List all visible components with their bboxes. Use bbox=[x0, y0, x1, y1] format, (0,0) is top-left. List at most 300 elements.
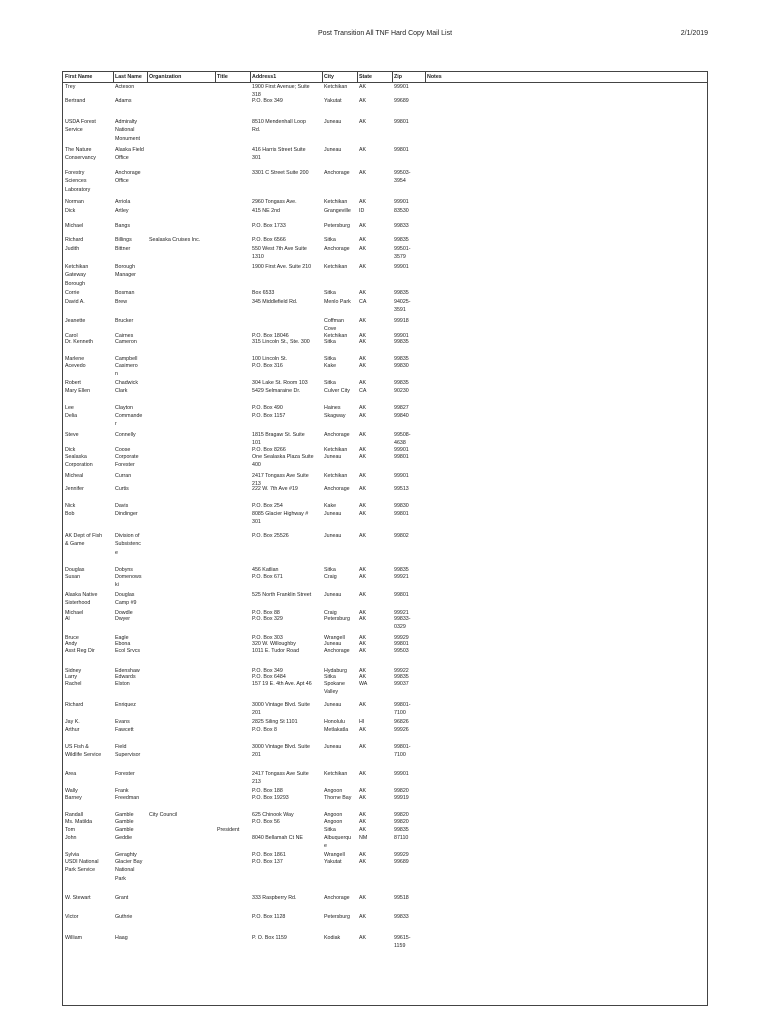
column-divider bbox=[425, 72, 426, 82]
cell-state: AK bbox=[359, 744, 367, 750]
cell-city: Juneau bbox=[324, 702, 342, 708]
cell-last-name: Cameron bbox=[115, 339, 137, 345]
cell-address1: 2825 Siling St 1101 bbox=[252, 719, 298, 725]
cell-city: Ketchikan bbox=[324, 771, 348, 777]
cell-last-name: Billings bbox=[115, 237, 132, 243]
cell-zip: 99689 bbox=[394, 859, 409, 865]
cell-city: Albuquerqu e bbox=[324, 835, 352, 850]
cell-city: Yakutat bbox=[324, 859, 342, 865]
cell-city: Ketchikan bbox=[324, 199, 348, 205]
cell-last-name: Clark bbox=[115, 388, 128, 394]
cell-city: Anchorage bbox=[324, 170, 350, 176]
cell-address1: 2960 Tongass Ave. bbox=[252, 199, 297, 205]
cell-address1: 333 Raspberry Rd. bbox=[252, 895, 297, 901]
cell-city: Sitka bbox=[324, 674, 336, 680]
cell-address1: P.O. Box 303 bbox=[252, 635, 283, 641]
cell-last-name: Brew bbox=[115, 299, 128, 305]
cell-zip: 99615- 1159 bbox=[394, 935, 411, 950]
cell-last-name: Domenows ki bbox=[115, 574, 142, 589]
cell-state: AK bbox=[359, 648, 367, 654]
cell-state: AK bbox=[359, 914, 367, 920]
cell-first-name: Jeanette bbox=[65, 318, 86, 324]
cell-state: AK bbox=[359, 264, 367, 270]
cell-address1: 157 19 E. 4th Ave. Apt 46 bbox=[252, 681, 312, 687]
cell-state: AK bbox=[359, 199, 367, 205]
cell-last-name: Coose bbox=[115, 447, 131, 453]
cell-address1: 1011 E. Tudor Road bbox=[252, 648, 300, 654]
cell-state: AK bbox=[359, 635, 367, 641]
cell-address1: P.O. Box 349 bbox=[252, 98, 283, 104]
cell-zip: 99503- 3954 bbox=[394, 170, 411, 185]
cell-city: Coffman Cove bbox=[324, 318, 344, 333]
cell-state: WA bbox=[359, 681, 368, 687]
cell-address1: P.O. Box 137 bbox=[252, 859, 283, 865]
cell-last-name: Bosman bbox=[115, 290, 135, 296]
cell-city: Juneau bbox=[324, 641, 342, 647]
cell-city: Kake bbox=[324, 503, 337, 509]
cell-zip: 99835 bbox=[394, 567, 409, 573]
cell-city: Sitka bbox=[324, 567, 336, 573]
cell-address1: P.O. Box 8266 bbox=[252, 447, 286, 453]
cell-zip: 99501- 3579 bbox=[394, 246, 411, 261]
cell-last-name: Curtis bbox=[115, 486, 129, 492]
cell-address1: P.O. Box 188 bbox=[252, 788, 283, 794]
cell-zip: 99820 bbox=[394, 819, 409, 825]
cell-zip: 90230 bbox=[394, 388, 409, 394]
cell-first-name: Richard bbox=[65, 237, 84, 243]
cell-last-name: Gamble bbox=[115, 827, 134, 833]
cell-last-name: Chadwick bbox=[115, 380, 138, 386]
cell-first-name: Judith bbox=[65, 246, 80, 252]
cell-last-name: Cairnes bbox=[115, 333, 134, 339]
cell-city: Ketchikan bbox=[324, 264, 348, 270]
cell-zip: 99820 bbox=[394, 812, 409, 818]
header-last-name: Last Name bbox=[115, 74, 142, 80]
cell-last-name: Ebona bbox=[115, 641, 131, 647]
cell-first-name: Sidney bbox=[65, 668, 82, 674]
cell-address1: P.O. Box 18046 bbox=[252, 333, 289, 339]
cell-city: Juneau bbox=[324, 744, 342, 750]
cell-last-name: Curran bbox=[115, 473, 132, 479]
cell-city: Anchorage bbox=[324, 895, 350, 901]
cell-address1: 315 Lincoln St., Ste. 300 bbox=[252, 339, 310, 345]
cell-city: Menlo Park bbox=[324, 299, 351, 305]
cell-first-name: Asst Reg Dir bbox=[65, 648, 95, 654]
cell-zip: 99037 bbox=[394, 681, 409, 687]
column-divider bbox=[392, 72, 393, 82]
header-organization: Organization bbox=[149, 74, 182, 80]
cell-first-name: Larry bbox=[65, 674, 78, 680]
cell-first-name: Michael bbox=[65, 223, 84, 229]
cell-city: Juneau bbox=[324, 119, 342, 125]
cell-city: Sitka bbox=[324, 237, 336, 243]
cell-first-name: Dr. Kenneth bbox=[65, 339, 93, 345]
cell-state: AK bbox=[359, 147, 367, 153]
cell-first-name: Richard bbox=[65, 702, 84, 708]
column-divider bbox=[215, 72, 216, 82]
header-first-name: First Name bbox=[65, 74, 93, 80]
cell-state: AK bbox=[359, 771, 367, 777]
cell-last-name: Division of Subsistenc e bbox=[115, 533, 141, 556]
cell-zip: 99929 bbox=[394, 852, 409, 858]
cell-first-name: Area bbox=[65, 771, 77, 777]
cell-last-name: Enriquez bbox=[115, 702, 136, 708]
cell-zip: 99801 bbox=[394, 511, 409, 517]
cell-last-name: Grant bbox=[115, 895, 129, 901]
cell-address1: 550 West 7th Ave Suite 1310 bbox=[252, 246, 307, 261]
cell-address1: P.O. Box 56 bbox=[252, 819, 280, 825]
cell-zip: 99919 bbox=[394, 795, 409, 801]
cell-last-name: Glacier Bay National Park bbox=[115, 859, 143, 882]
cell-first-name: Delia bbox=[65, 413, 78, 419]
cell-last-name: Adams bbox=[115, 98, 132, 104]
cell-last-name: Dwyer bbox=[115, 616, 131, 622]
header-title: Title bbox=[217, 74, 228, 80]
cell-zip: 94025- 3591 bbox=[394, 299, 411, 314]
cell-state: AK bbox=[359, 511, 367, 517]
cell-first-name: Al bbox=[65, 616, 70, 622]
cell-last-name: Acteson bbox=[115, 84, 135, 90]
cell-last-name: Frank bbox=[115, 788, 129, 794]
cell-first-name: Trey bbox=[65, 84, 76, 90]
cell-last-name: Commande r bbox=[115, 413, 143, 428]
cell-zip: 99835 bbox=[394, 674, 409, 680]
cell-state: NM bbox=[359, 835, 368, 841]
cell-city: Sitka bbox=[324, 339, 336, 345]
cell-address1: 304 Lake St. Room 103 bbox=[252, 380, 308, 386]
cell-state: AK bbox=[359, 363, 367, 369]
cell-last-name: Geddie bbox=[115, 835, 133, 841]
cell-last-name: Edwards bbox=[115, 674, 136, 680]
cell-address1: 3000 Vintage Blvd. Suite 201 bbox=[252, 744, 310, 759]
cell-city: Anchorage bbox=[324, 648, 350, 654]
cell-zip: 99802 bbox=[394, 533, 409, 539]
cell-address1: P. O. Box 1159 bbox=[252, 935, 287, 941]
cell-address1: 345 Middlefield Rd. bbox=[252, 299, 298, 305]
cell-state: AK bbox=[359, 119, 367, 125]
cell-zip: 99830 bbox=[394, 363, 409, 369]
cell-state: AK bbox=[359, 454, 367, 460]
cell-zip: 99830 bbox=[394, 503, 409, 509]
cell-city: Skagway bbox=[324, 413, 346, 419]
cell-state: AK bbox=[359, 574, 367, 580]
cell-address1: P.O. Box 1157 bbox=[252, 413, 286, 419]
cell-state: AK bbox=[359, 503, 367, 509]
cell-first-name: USDI National Park Service bbox=[65, 859, 99, 874]
cell-address1: 3000 Vintage Blvd. Suite 201 bbox=[252, 702, 310, 717]
cell-city: Sitka bbox=[324, 290, 336, 296]
cell-zip: 99921 bbox=[394, 574, 409, 580]
cell-last-name: Dobyns bbox=[115, 567, 133, 573]
cell-address1: P.O. Box 1128 bbox=[252, 914, 286, 920]
cell-zip: 99801 bbox=[394, 641, 409, 647]
cell-city: Petersburg bbox=[324, 914, 350, 920]
cell-first-name: Wally bbox=[65, 788, 78, 794]
cell-city: Juneau bbox=[324, 454, 342, 460]
cell-last-name: Corporate Forester bbox=[115, 454, 139, 469]
cell-first-name: Jennifer bbox=[65, 486, 84, 492]
cell-first-name: Steve bbox=[65, 432, 79, 438]
cell-first-name: William bbox=[65, 935, 83, 941]
cell-city: Ketchikan bbox=[324, 447, 348, 453]
cell-address1: P.O. Box 8 bbox=[252, 727, 277, 733]
cell-zip: 99801 bbox=[394, 592, 409, 598]
column-divider bbox=[322, 72, 323, 82]
cell-zip: 99840 bbox=[394, 413, 409, 419]
cell-state: AK bbox=[359, 812, 367, 818]
cell-state: AK bbox=[359, 84, 367, 90]
cell-address1: P.O. Box 88 bbox=[252, 610, 280, 616]
cell-address1: P.O. Box 349 bbox=[252, 668, 283, 674]
cell-last-name: Bangs bbox=[115, 223, 131, 229]
cell-zip: 99918 bbox=[394, 318, 409, 324]
cell-state: AK bbox=[359, 616, 367, 622]
cell-state: AK bbox=[359, 290, 367, 296]
cell-city: Craig bbox=[324, 610, 337, 616]
cell-zip: 96826 bbox=[394, 719, 409, 725]
cell-state: AK bbox=[359, 339, 367, 345]
cell-first-name: Barney bbox=[65, 795, 82, 801]
cell-address1: 222 W. 7th Ave #19 bbox=[252, 486, 298, 492]
cell-state: AK bbox=[359, 237, 367, 243]
cell-city: Sitka bbox=[324, 380, 336, 386]
cell-last-name: Elston bbox=[115, 681, 130, 687]
cell-zip: 99827 bbox=[394, 405, 409, 411]
cell-first-name: Rachel bbox=[65, 681, 82, 687]
cell-state: AK bbox=[359, 447, 367, 453]
cell-city: Hydaburg bbox=[324, 668, 347, 674]
cell-city: Sitka bbox=[324, 827, 336, 833]
cell-state: AK bbox=[359, 852, 367, 858]
cell-city: Kake bbox=[324, 363, 337, 369]
cell-state: AK bbox=[359, 380, 367, 386]
cell-zip: 99801- 7100 bbox=[394, 702, 411, 717]
cell-first-name: Mary Ellen bbox=[65, 388, 91, 394]
column-divider bbox=[357, 72, 358, 82]
cell-first-name: Acevedo bbox=[65, 363, 86, 369]
cell-address1: P.O. Box 254 bbox=[252, 503, 283, 509]
cell-first-name: Nick bbox=[65, 503, 76, 509]
cell-zip: 99508- 4638 bbox=[394, 432, 411, 447]
header-state: State bbox=[359, 74, 372, 80]
cell-zip: 99833- 0329 bbox=[394, 616, 411, 631]
cell-last-name: Artley bbox=[115, 208, 129, 214]
cell-zip: 99901 bbox=[394, 333, 409, 339]
cell-first-name: Jay K. bbox=[65, 719, 80, 725]
cell-last-name: Freedman bbox=[115, 795, 140, 801]
cell-first-name: Bob bbox=[65, 511, 75, 517]
cell-city: Grangeville bbox=[324, 208, 351, 214]
cell-state: CA bbox=[359, 388, 367, 394]
cell-address1: One Sealaska Plaza Suite 400 bbox=[252, 454, 314, 469]
cell-last-name: Arriola bbox=[115, 199, 131, 205]
cell-last-name: Clayton bbox=[115, 405, 133, 411]
cell-state: AK bbox=[359, 486, 367, 492]
document-date: 2/1/2019 bbox=[680, 30, 708, 37]
cell-first-name: Bertrand bbox=[65, 98, 86, 104]
cell-first-name: Arthur bbox=[65, 727, 80, 733]
cell-address1: 2417 Tongass Ave Suite 213 bbox=[252, 771, 309, 786]
cell-address1: 8040 Bellamah Ct NE bbox=[252, 835, 303, 841]
cell-zip: 99929 bbox=[394, 635, 409, 641]
cell-city: Juneau bbox=[324, 511, 342, 517]
cell-first-name: Ms. Matilda bbox=[65, 819, 93, 825]
cell-first-name: W. Stewart bbox=[65, 895, 91, 901]
cell-address1: 625 Chinook Way bbox=[252, 812, 294, 818]
cell-zip: 99901 bbox=[394, 447, 409, 453]
cell-address1: P.O. Box 19293 bbox=[252, 795, 289, 801]
cell-city: Juneau bbox=[324, 592, 342, 598]
cell-zip: 99835 bbox=[394, 356, 409, 362]
cell-address1: P.O. Box 1861 bbox=[252, 852, 286, 858]
cell-address1: 100 Lincoln St. bbox=[252, 356, 288, 362]
header-city: City bbox=[324, 74, 335, 80]
cell-last-name: Evans bbox=[115, 719, 130, 725]
cell-first-name: USDA Forest Service bbox=[65, 119, 96, 134]
cell-last-name: Field Supervisor bbox=[115, 744, 141, 759]
cell-state: ID bbox=[359, 208, 365, 214]
cell-address1: 5429 Selmaraine Dr. bbox=[252, 388, 301, 394]
cell-first-name: Corrie bbox=[65, 290, 80, 296]
cell-state: AK bbox=[359, 567, 367, 573]
cell-city: Thorne Bay bbox=[324, 795, 352, 801]
cell-zip: 99801- 7100 bbox=[394, 744, 411, 759]
cell-city: Wrangell bbox=[324, 852, 345, 858]
cell-address1: 416 Harris Street Suite 301 bbox=[252, 147, 306, 162]
cell-last-name: Brucker bbox=[115, 318, 134, 324]
cell-last-name: Borough Manager bbox=[115, 264, 136, 279]
cell-last-name: Anchorage Office bbox=[115, 170, 141, 185]
cell-address1: 1815 Bragaw St. Suite 101 bbox=[252, 432, 305, 447]
cell-state: AK bbox=[359, 610, 367, 616]
cell-first-name: Alaska Native Sisterhood bbox=[65, 592, 98, 607]
cell-state: AK bbox=[359, 473, 367, 479]
cell-state: AK bbox=[359, 333, 367, 339]
cell-last-name: Bittner bbox=[115, 246, 131, 252]
cell-address1: P.O. Box 1733 bbox=[252, 223, 286, 229]
cell-first-name: Dick bbox=[65, 447, 76, 453]
cell-state: AK bbox=[359, 788, 367, 794]
cell-first-name: Douglas bbox=[65, 567, 85, 573]
cell-address1: 1900 First Ave. Suite 210 bbox=[252, 264, 312, 270]
cell-city: Haines bbox=[324, 405, 341, 411]
cell-organization: Sealaska Cruises Inc. bbox=[149, 237, 201, 243]
cell-zip: 99801 bbox=[394, 454, 409, 460]
cell-first-name: Forestry Sciences Laboratory bbox=[65, 170, 91, 193]
cell-last-name: Edenshaw bbox=[115, 668, 140, 674]
cell-last-name: Haag bbox=[115, 935, 128, 941]
cell-address1: 8510 Mendenhall Loop Rd. bbox=[252, 119, 306, 134]
cell-last-name: Fawcett bbox=[115, 727, 134, 733]
cell-state: AK bbox=[359, 432, 367, 438]
cell-address1: 1900 First Avenue; Suite 318 bbox=[252, 84, 310, 99]
cell-city: Yakutat bbox=[324, 98, 342, 104]
cell-city: Petersburg bbox=[324, 223, 350, 229]
cell-city: Spokane Valley bbox=[324, 681, 345, 696]
cell-city: Petersburg bbox=[324, 616, 350, 622]
cell-zip: 99835 bbox=[394, 380, 409, 386]
header-zip: Zip bbox=[394, 74, 402, 80]
cell-state: AK bbox=[359, 727, 367, 733]
cell-city: Ketchikan bbox=[324, 333, 348, 339]
cell-address1: P.O. Box 6484 bbox=[252, 674, 286, 680]
cell-zip: 99801 bbox=[394, 147, 409, 153]
cell-last-name: Gamble bbox=[115, 819, 134, 825]
cell-first-name: Michael bbox=[65, 610, 84, 616]
cell-last-name: Forester bbox=[115, 771, 135, 777]
cell-first-name: US Fish & Wildlife Service bbox=[65, 744, 102, 759]
cell-state: AK bbox=[359, 223, 367, 229]
cell-last-name: Casimero n bbox=[115, 363, 138, 378]
cell-address1: 456 Katlian bbox=[252, 567, 279, 573]
cell-last-name: Guthrie bbox=[115, 914, 133, 920]
cell-zip: 99835 bbox=[394, 827, 409, 833]
cell-zip: 99901 bbox=[394, 84, 409, 90]
cell-address1: P.O. Box 316 bbox=[252, 363, 283, 369]
cell-state: AK bbox=[359, 795, 367, 801]
cell-first-name: Carol bbox=[65, 333, 78, 339]
cell-state: CA bbox=[359, 299, 367, 305]
mail-list-table bbox=[62, 71, 708, 1006]
cell-last-name: Connelly bbox=[115, 432, 136, 438]
cell-state: AK bbox=[359, 819, 367, 825]
cell-last-name: Gamble bbox=[115, 812, 134, 818]
cell-city: Culver City bbox=[324, 388, 350, 394]
cell-city: Juneau bbox=[324, 533, 342, 539]
cell-city: Anchorage bbox=[324, 486, 350, 492]
cell-first-name: Marlene bbox=[65, 356, 85, 362]
cell-state: AK bbox=[359, 405, 367, 411]
cell-first-name: Ketchikan Gateway Borough bbox=[65, 264, 89, 287]
cell-zip: 83530 bbox=[394, 208, 409, 214]
cell-first-name: Tom bbox=[65, 827, 76, 833]
cell-first-name: Robert bbox=[65, 380, 81, 386]
column-divider bbox=[147, 72, 148, 82]
cell-address1: Box 6533 bbox=[252, 290, 275, 296]
cell-zip: 99926 bbox=[394, 727, 409, 733]
cell-state: AK bbox=[359, 592, 367, 598]
cell-first-name: Micheal bbox=[65, 473, 84, 479]
cell-state: AK bbox=[359, 170, 367, 176]
cell-zip: 99835 bbox=[394, 290, 409, 296]
cell-city: Angoon bbox=[324, 812, 343, 818]
cell-title: President bbox=[217, 827, 240, 833]
cell-state: AK bbox=[359, 98, 367, 104]
cell-zip: 99921 bbox=[394, 610, 409, 616]
cell-last-name: Campbell bbox=[115, 356, 138, 362]
cell-address1: P.O. Box 25526 bbox=[252, 533, 289, 539]
cell-zip: 99901 bbox=[394, 771, 409, 777]
cell-city: Anchorage bbox=[324, 246, 350, 252]
document-title: Post Transition All TNF Hard Copy Mail List bbox=[317, 30, 453, 37]
cell-city: Honolulu bbox=[324, 719, 345, 725]
header-address1: Address1 bbox=[252, 74, 277, 80]
cell-zip: 99833 bbox=[394, 223, 409, 229]
cell-zip: 99835 bbox=[394, 339, 409, 345]
cell-state: AK bbox=[359, 413, 367, 419]
cell-first-name: Sealaska Corporation bbox=[65, 454, 93, 469]
column-divider bbox=[113, 72, 114, 82]
cell-address1: 525 North Franklin Street bbox=[252, 592, 312, 598]
cell-first-name: Lee bbox=[65, 405, 74, 411]
cell-first-name: Dick bbox=[65, 208, 76, 214]
cell-state: AK bbox=[359, 895, 367, 901]
cell-address1: 8085 Glacier Highway # 301 bbox=[252, 511, 309, 526]
cell-city: Angoon bbox=[324, 819, 343, 825]
cell-first-name: Andy bbox=[65, 641, 78, 647]
cell-state: AK bbox=[359, 356, 367, 362]
cell-last-name: Admiralty National Monument bbox=[115, 119, 141, 142]
